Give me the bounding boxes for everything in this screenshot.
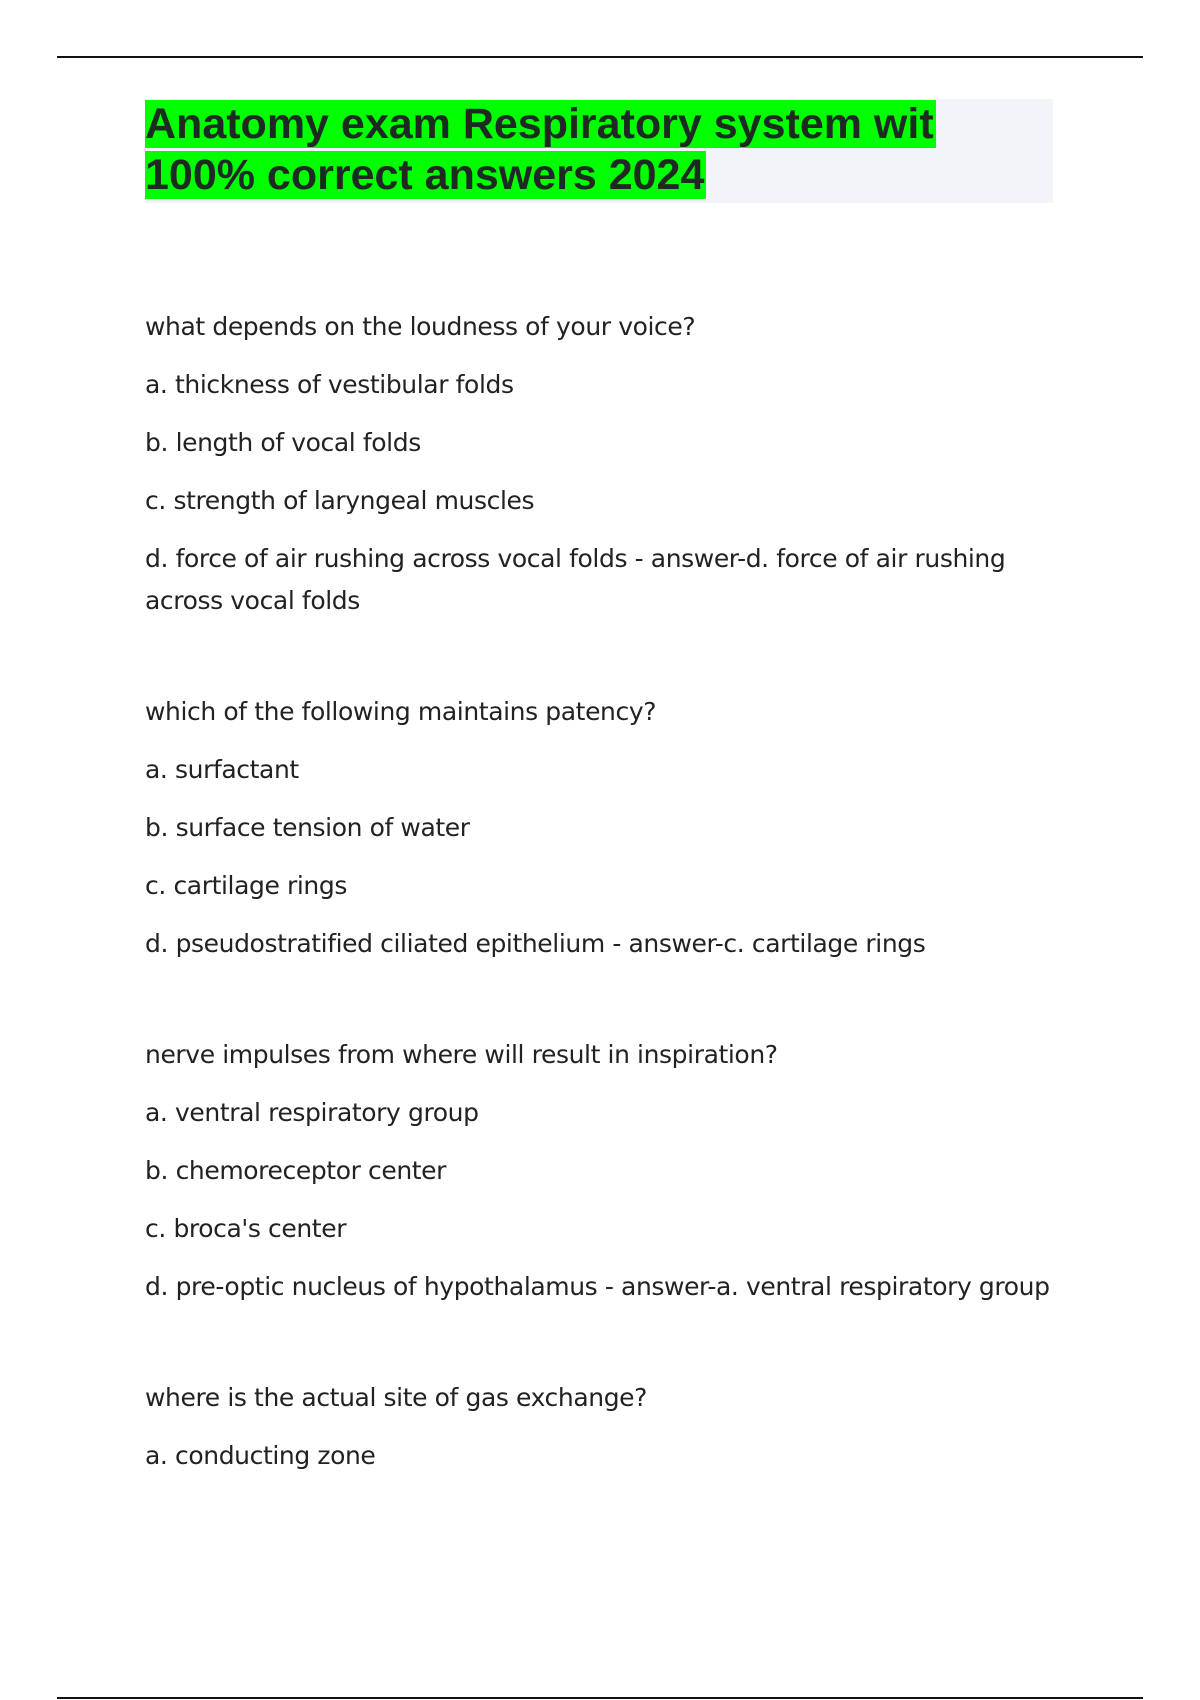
title-line-1 bbox=[145, 99, 936, 150]
document-title bbox=[145, 99, 936, 201]
answer-option-with-key: d. force of air rushing across vocal folds - answer-d. force of air rushing across vocal folds bbox=[145, 544, 1006, 615]
question-text: nerve impulses from where will result in inspiration? bbox=[145, 1040, 778, 1069]
answer-option-with-key: d. pre-optic nucleus of hypothalamus - answer-a. ventral respiratory group bbox=[145, 1272, 1050, 1301]
question-text: which of the following maintains patency? bbox=[145, 697, 657, 726]
answer-option: c. cartilage rings bbox=[145, 871, 347, 900]
top-divider bbox=[57, 56, 1143, 58]
answer-option: a. surfactant bbox=[145, 755, 299, 784]
answer-option-with-key: d. pseudostratified ciliated epithelium - answer-c. cartilage rings bbox=[145, 929, 926, 958]
question-text: where is the actual site of gas exchange? bbox=[145, 1383, 648, 1412]
answer-option: c. strength of laryngeal muscles bbox=[145, 486, 535, 515]
answer-option: a. ventral respiratory group bbox=[145, 1098, 479, 1127]
answer-option: a. conducting zone bbox=[145, 1441, 376, 1470]
bottom-divider bbox=[57, 1697, 1143, 1699]
question-block-1 bbox=[145, 306, 1050, 622]
question-block-2 bbox=[145, 691, 1050, 965]
title-line-2-text: 100% correct answers 2024 bbox=[145, 151, 705, 199]
answer-option: b. length of vocal folds bbox=[145, 428, 421, 457]
question-block-3 bbox=[145, 1034, 1050, 1308]
question-block-4 bbox=[145, 1377, 1050, 1477]
questions-list bbox=[145, 306, 1050, 1546]
title-line-1-text: Anatomy exam Respiratory system wit bbox=[145, 100, 934, 148]
answer-option: b. surface tension of water bbox=[145, 813, 470, 842]
answer-option: b. chemoreceptor center bbox=[145, 1156, 447, 1185]
answer-option: c. broca's center bbox=[145, 1214, 347, 1243]
title-line-2 bbox=[145, 150, 936, 201]
answer-option: a. thickness of vestibular folds bbox=[145, 370, 514, 399]
question-text: what depends on the loudness of your voice? bbox=[145, 312, 696, 341]
